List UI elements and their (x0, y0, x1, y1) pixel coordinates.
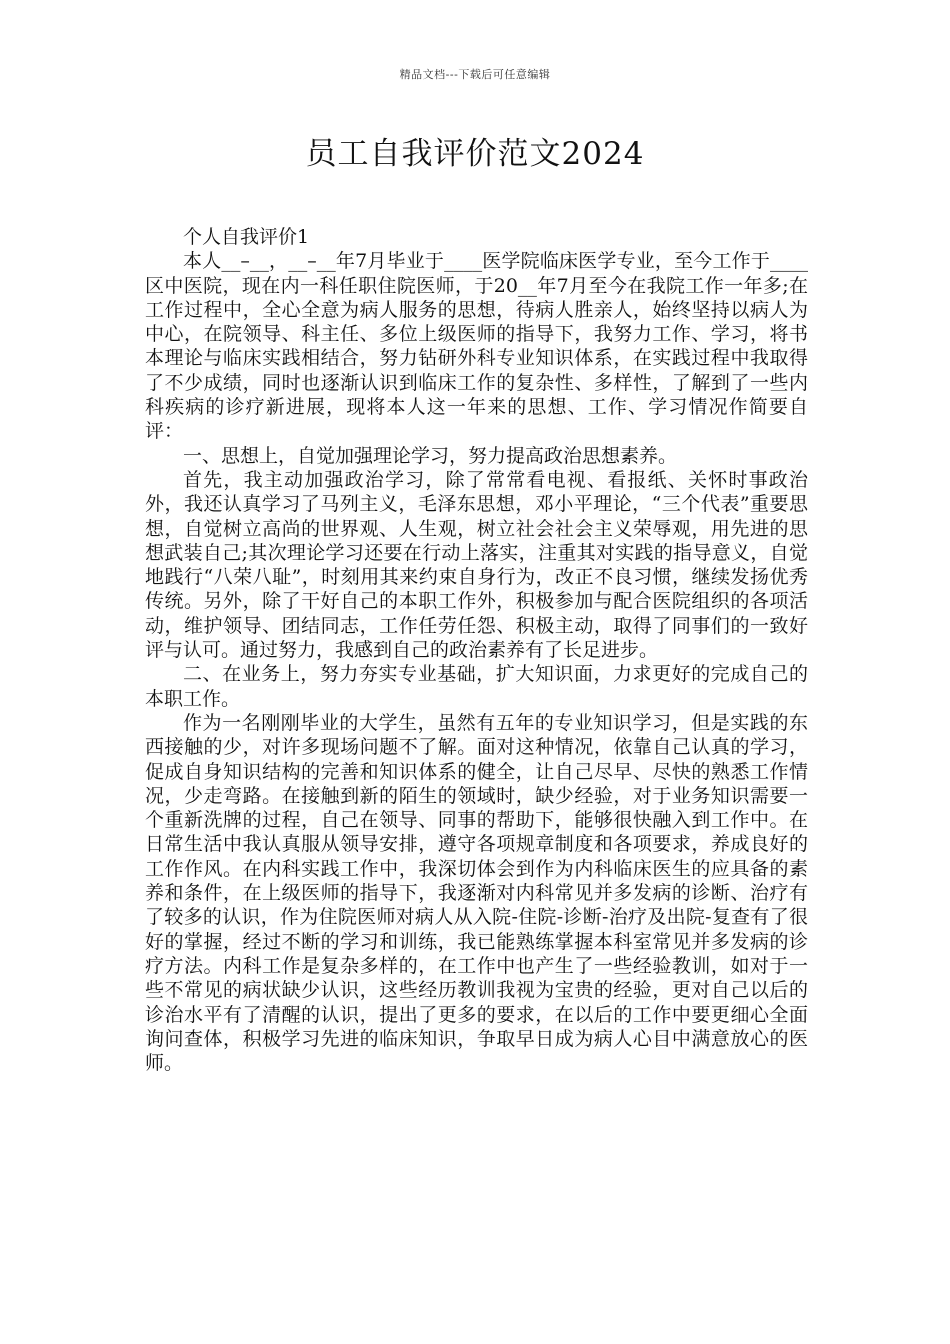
section-heading-professional: 二、在业务上，努力夯实专业基础，扩大知识面，力求更好的完成自己的本职工作。 (145, 663, 808, 710)
section-heading-ideology: 一、思想上，自觉加强理论学习，努力提高政治思想素养。 (183, 444, 678, 467)
page-header-note: 精品文档---下载后可任意编辑 (399, 68, 551, 81)
paragraph-introduction: 本人__–__，__–__年7月毕业于____医学院临床医学专业，至今工作于____区中医院，现在内一科任职住院医师，于20__年7月至今在我院工作一年多;在工作过程中，全心全意为病人服务的思想，待病人胜亲人，始终坚持以病人为中心，在院领导、科主任、多位上级医师的指导下，我努力工作、学习，将书本理论与临床实践相结合，努力钻研外科专业知识体系，在实践过程中我取得了不少成绩，同时也逐渐认识到临床工作的复杂性、多样性，了解到了一些内科疾病的诊疗新进展，现将本人这一年来的思想、工作、学习情况作简要自评： (145, 250, 808, 443)
document-body (145, 225, 808, 1075)
document-title: 员工自我评价范文2024 (305, 136, 645, 172)
section-heading-evaluation-1: 个人自我评价1 (183, 226, 310, 248)
paragraph-professional: 作为一名刚刚毕业的大学生，虽然有五年的专业知识学习，但是实践的东西接触的少，对许多现场问题不了解。面对这种情况，依靠自己认真的学习，促成自身知识结构的完善和知识体系的健全，让自己尽早、尽快的熟悉工作情况，少走弯路。在接触到新的陌生的领域时，缺少经验，对于业务知识需要一个重新洗牌的过程，自己在领导、同事的帮助下，能够很快融入到工作中。在日常生活中我认真服从领导安排，遵守各项规章制度和各项要求，养成良好的工作作风。在内科实践工作中，我深切体会到作为内科临床医生的应具备的素养和条件，在上级医师的指导下，我逐渐对内科常见并多发病的诊断、治疗有了较多的认识，作为住院医师对病人从入院-住院-诊断-治疗及出院-复查有了很好的掌握，经过不断的学习和训练，我已能熟练掌握本科室常见并多发病的诊疗方法。内科工作是复杂多样的，在工作中也产生了一些经验教训，如对于一些不常见的病状缺少认识，这些经历教训我视为宝贵的经验，更对自己以后的诊治水平有了清醒的认识，提出了更多的要求，在以后的工作中要更细心全面询问查体，积极学习先进的临床知识，争取早日成为病人心目中满意放心的医师。 (145, 711, 808, 1075)
paragraph-ideology: 首先，我主动加强政治学习，除了常常看电视、看报纸、关怀时事政治外，我还认真学习了马列主义，毛泽东思想，邓小平理论，“三个代表”重要思想，自觉树立高尚的世界观、人生观，树立社会社会主义荣辱观，用先进的思想武装自己;其次理论学习还要在行动上落实，注重其对实践的指导意义，自觉地践行“八荣八耻”，时刻用其来约束自身行为，改正不良习惯，继续发扬优秀传统。另外，除了干好自己的本职工作外，积极参加与配合医院组织的各项活动，维护领导、团结同志，工作任劳任怨、积极主动，取得了同事们的一致好评与认可。通过努力，我感到自己的政治素养有了长足进步。 (145, 468, 808, 662)
